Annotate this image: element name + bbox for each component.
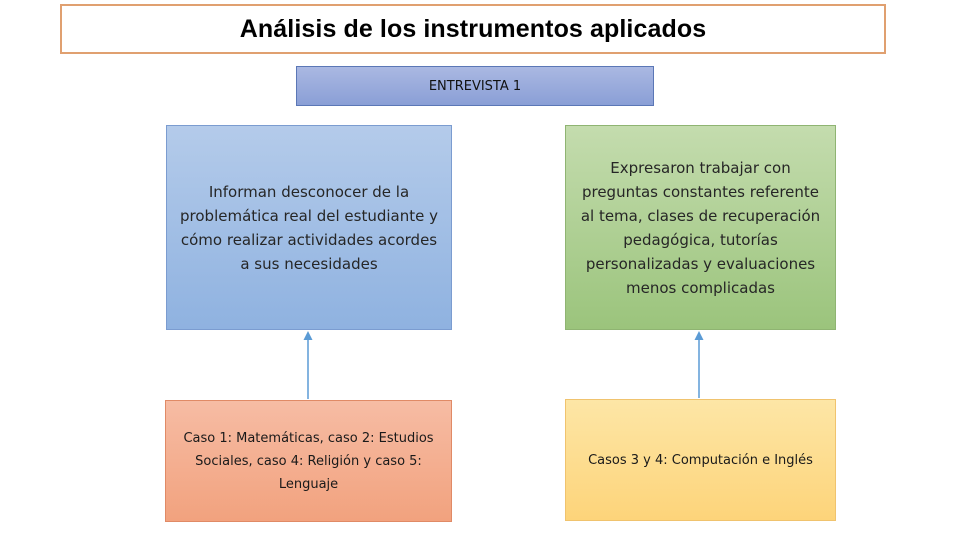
- header-box: [296, 66, 654, 106]
- bottom-right-text: Casos 3 y 4: Computación e Inglés: [588, 452, 813, 468]
- right-connector-arrow: [695, 331, 704, 398]
- top-left-text: Informan desconocer de la problemática real del estudiante y cómo realizar actividades acordes a sus necesidades: [180, 182, 438, 273]
- top-left-box: [166, 125, 452, 330]
- top-right-text: Expresaron trabajar con preguntas constantes referente al tema, clases de recuperación pedagógica, tutorías personalizadas y evaluaciones menos complicadas: [580, 158, 821, 297]
- bottom-left-text: Caso 1: Matemáticas, caso 2: Estudios Sociales, caso 4: Religión y caso 5: Lenguaje: [183, 430, 434, 492]
- bottom-right-box: [565, 399, 836, 521]
- title-box: [60, 4, 886, 54]
- top-right-box: [565, 125, 836, 330]
- bottom-left-box: [165, 400, 452, 522]
- left-connector-arrow: [304, 331, 313, 399]
- header-label: ENTREVISTA 1: [428, 78, 522, 94]
- page-title: Análisis de los instrumentos aplicados: [239, 14, 707, 43]
